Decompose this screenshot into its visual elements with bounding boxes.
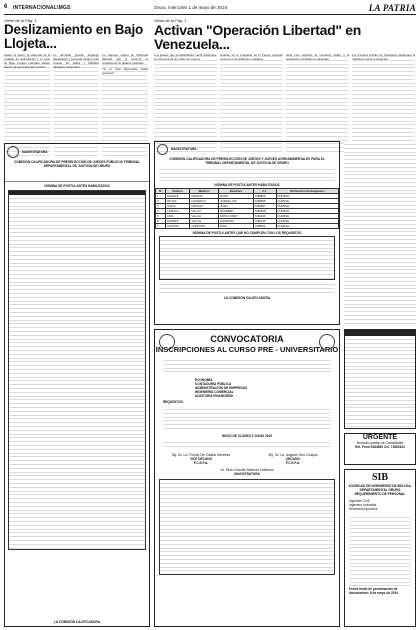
left-notice-intro (5, 168, 149, 182)
list-item: Secretaria Ejecutiva (349, 507, 378, 512)
left-notice-table (8, 190, 146, 550)
section-name: INTERNACIONAL\MGS (13, 5, 71, 11)
sociedad-note: Fecha límite de presentación de documentos: 8 de mayo de 2019 (349, 586, 399, 595)
table-cell: CUMPLE (276, 194, 339, 199)
table-cell: CUMPLE (276, 224, 339, 229)
sib-logo: SIB (371, 472, 389, 483)
table-cell: CASTRO (166, 224, 190, 229)
table-row (156, 224, 339, 229)
table-cell: ANSELMO (219, 219, 253, 224)
right-headline: Activan "Operación Libertad" en Venezuela... (154, 22, 362, 52)
urgente-ad (344, 433, 416, 465)
convocatoria-areas (195, 378, 339, 398)
left-body-col1: Santos al diario, la situación de la comuna de Achachicala y la zona de Bajo Llojeta continúa siendo motivo de preocupación vecinal. (4, 53, 50, 157)
table-cell: AYALA (166, 204, 190, 209)
center-sub-table (159, 236, 335, 280)
signatures-row (155, 453, 339, 465)
table-cell: EDITH CINDY (219, 214, 253, 219)
table-cell: CUMPLE (276, 204, 339, 209)
left-headline: Deslizamiento en Bajo Llojeta... (4, 22, 144, 51)
table-cell: VILLCA (190, 219, 219, 224)
center-notice-title: COMISIÓN CALIFICADORA DE PRESELECCIÓN DE JUECES Y JUECES AGROAMBIENTALES PARA EL TRIBUNAL DEPARTAMENTAL DE JUSTICIA DE ORURO (169, 157, 325, 166)
left-notice-box (4, 143, 150, 627)
table-cell: CAMARGO (190, 199, 219, 204)
table-cell: 5 (156, 214, 166, 219)
magistratura-seal-icon (157, 144, 168, 155)
right-body-col4: Los Estados Unidos de Venezuela mantienen la vigilancia sobre la situación. (352, 53, 415, 153)
left-notice-subtitle: NÓMINA DE POSTULANTES HABILITADOS (44, 184, 110, 189)
faculty-seal-icon (319, 334, 335, 350)
right-body-col1: Los planes, que probablemente serán frustrados, se activaron en las calles de Caracas. (154, 53, 217, 153)
table-cell: ROSMERY (219, 209, 253, 214)
masthead: LA PATRIA (368, 3, 416, 13)
page-header (4, 3, 416, 15)
center-notice-institution: MAGISTRATURA (171, 147, 197, 152)
table-cell: 7289854 (253, 194, 276, 199)
table-cell: MAMANI (166, 219, 190, 224)
table-cell: CUMPLE (276, 214, 339, 219)
table-cell: ROJAS (166, 199, 190, 204)
extra-signer: Dr. Silvio Gonzalo Martínez Gutiérrez MAGISTRATURA (220, 467, 274, 477)
table-cell: DAVID (219, 194, 253, 199)
list-item: CONTADURÍA PÚBLICA (195, 382, 232, 387)
convocatoria-title: CONVOCATORIA (210, 334, 284, 344)
table-cell: 7266598 (253, 209, 276, 214)
left-kicker: Viene de la Pág. 1 (4, 18, 37, 23)
table-cell: 7298541 (253, 224, 276, 229)
center-notice-subtitle: NÓMINA DE POSTULANTES HABILITADOS (214, 183, 280, 188)
urgente-line: Necesito auxiliar de Contabilidad (356, 441, 404, 445)
table-cell: 3 (156, 204, 166, 209)
left-notice-footer: LA COMISIÓN CALIFICADORA (53, 619, 101, 624)
requirements-list (163, 406, 331, 432)
sociedad-title: SOCIEDAD DE INGENIEROS DE BOLIVIA- DEPARTAMENTAL ORURO REQUERIMIENTO DE PERSONAL (348, 484, 412, 497)
table-cell: CUMPLE (276, 219, 339, 224)
center-notice-table (155, 188, 339, 229)
list-item: Ingeniero Industrial (349, 503, 377, 508)
magistratura-seal-icon (7, 146, 19, 158)
table-cell: 2 (156, 199, 166, 204)
sociedad-body (349, 514, 411, 586)
left-notice-institution: MAGISTRATURA (22, 149, 48, 154)
right-narrow-column (344, 141, 416, 325)
table-cell: VILLCA (190, 209, 219, 214)
table-cell: CUMPLE (276, 199, 339, 204)
left-body-col3: La empresa estatal de Telefonía informó que el servicio se restablecerá de manera paulatina. "Si es bien importante dadas personas". (102, 53, 148, 157)
right-body-col2: Guaidó, en el Comando de la Fuerza Armada, convocó a los militares a sumarse. (220, 53, 283, 153)
right-article (154, 18, 416, 153)
table-cell: JORGE LUIS (219, 199, 253, 204)
legal-table-ad (344, 329, 416, 429)
center-notice-intro (159, 166, 335, 182)
table-cell: CUMPLE (276, 209, 339, 214)
signature-block-1: Mg. Sc. Lic. Freddy Del Castillo Meneses VICE DECANO F.C.E.F.A. (171, 452, 231, 465)
university-seal-icon (159, 334, 175, 350)
list-item: INGENIERÍA COMERCIAL (195, 390, 234, 395)
table-cell: DINA (219, 224, 253, 229)
table-cell: MAMANI (190, 204, 219, 209)
left-body-col2: La Alcaldía paceña desplegó maquinaria y personal técnico para evaluar los daños y habilitar albergues temporales. (53, 53, 99, 157)
right-kicker: Viene de la Pág. 1 (154, 18, 187, 23)
convocatoria-intro (163, 357, 331, 375)
table-cell: 7289865 (253, 199, 276, 204)
list-item: ADMINISTRACIÓN DE EMPRESAS (195, 386, 248, 391)
convocatoria-box (154, 329, 340, 627)
table-cell: VILLCA (190, 214, 219, 219)
classes-start: INICIO DE CLASES 3 JUNIO 2019 (221, 433, 273, 438)
table-cell: CONDORI (190, 224, 219, 229)
sociedad-ingenieros-ad (344, 469, 416, 627)
sociedad-positions (349, 499, 411, 511)
urgente-title: URGENTE (362, 434, 398, 441)
table-cell: 7286987 (253, 204, 276, 209)
table-cell: 7282140 (253, 214, 276, 219)
center-sub-title: NÓMINA DE POSTULANTES QUE NO CUMPLEN CON LOS REQUISITOS (192, 231, 302, 236)
newspaper-page (4, 3, 416, 627)
table-cell: MAMANI (166, 194, 190, 199)
table-cell: 4 (156, 209, 166, 214)
table-header-row: N° Paterno Materno Nombres C.I. Verificación de Requisitos (156, 189, 339, 194)
center-notice-footer: LA COMISIÓN CALIFICADORA (223, 296, 271, 301)
table-cell: MAMANI (190, 194, 219, 199)
center-notice-notes (159, 281, 335, 295)
left-article (4, 18, 150, 157)
page-number: 6 (4, 4, 8, 10)
convocatoria-subtitle: INSCRIPCIONES AL CURSO PRE - UNIVERSITARIO (155, 345, 339, 354)
list-item: ECONOMÍA (195, 378, 213, 382)
table-cell: LIMACHI (166, 209, 190, 214)
convocatoria-table (159, 479, 335, 575)
table-cell: 6 (156, 219, 166, 224)
dateline: Oruro, miércoles 1 de mayo de 2019 (154, 5, 228, 10)
signature-block-2: Mg. Sc. Lic. Augusto Vela Chuquis DECANO F.C.E.F.A. (268, 452, 318, 465)
urgente-phone: Ref. Fono 5284853 Cel. 71852612 (355, 445, 405, 450)
list-item: AUDITORÍA FINANCIERA (195, 394, 234, 399)
requirements-label: REQUISITOS: (163, 400, 184, 405)
center-notice-box (154, 141, 340, 325)
table-cell: 1 (156, 194, 166, 199)
table-cell: 7288745 (253, 219, 276, 224)
right-body-col3: Ante esta realidad, el Gobierno llamó a la población a defender la soberanía. (286, 53, 349, 153)
list-item: Ingeniero Civil (349, 499, 370, 504)
table-cell: JUAN (219, 204, 253, 209)
left-notice-title: COMISIÓN CALIFICADORA DE PRESELECCIÓN DE JUECES PÚBLICOS TRIBUNAL DEPARTAMENTAL DE JUSTICIA DE ORURO (14, 160, 140, 169)
convocatoria-dates (163, 439, 331, 449)
table-cell: 7 (156, 224, 166, 229)
table-cell: LIMA (166, 214, 190, 219)
